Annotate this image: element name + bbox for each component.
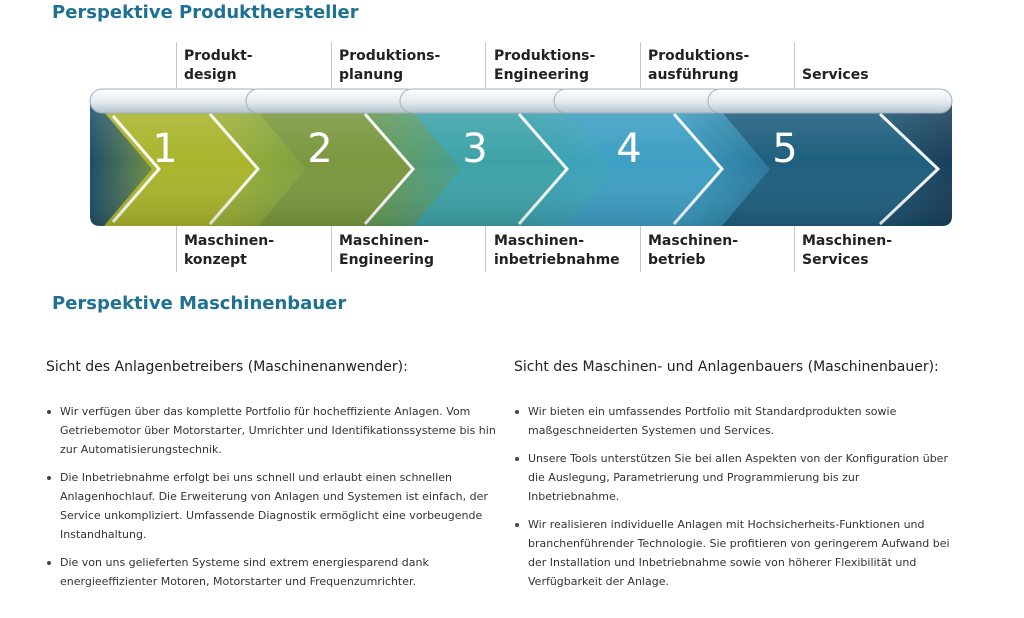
step-number-2: 2 (307, 126, 333, 172)
phase-services: Services (802, 67, 869, 83)
process-chevron-diagram (0, 0, 1024, 240)
left-bullet-list (46, 402, 496, 600)
phase-maschinenkonzept: Maschinen- konzept (184, 233, 275, 268)
phase-maschineninbetriebnahme: Maschinen- inbetriebnahme (494, 233, 620, 268)
phase-produktionsplanung: Produktions- planung (339, 48, 441, 83)
step-number-5: 5 (772, 126, 798, 172)
bottom-divider (176, 226, 177, 272)
tube-cap-5 (708, 89, 952, 113)
step-number-1: 1 (152, 126, 178, 172)
list-item: Wir bieten ein umfassendes Portfolio mit Standardprodukten sowie maßgeschneiderten Systemen und Services. (514, 402, 954, 440)
phase-maschinenbetrieb: Maschinen- betrieb (648, 233, 739, 268)
bottom-divider (485, 226, 486, 272)
left-column-heading: Sicht des Anlagenbetreibers (Maschinenanwender): (46, 359, 408, 375)
phase-maschinen-engineering: Maschinen- Engineering (339, 233, 434, 268)
tube-cap-3 (400, 89, 572, 113)
tube-cap-1 (90, 89, 264, 113)
list-item: Die von uns gelieferten Systeme sind extrem energiesparend dank energieeffizienter Motoren, Motorstarter und Frequenzumrichter. (46, 553, 496, 591)
step-number-4: 4 (616, 126, 642, 172)
right-bullet-list (514, 402, 954, 600)
list-item: Wir verfügen über das komplette Portfolio für hocheffiziente Anlagen. Vom Getriebemotor über Motorstarter, Umrichter und Identifikationssysteme bis hin zur Automatisierungstechnik. (46, 402, 496, 459)
phase-produktionsausfuehrung: Produktions- ausführung (648, 48, 750, 83)
phase-maschinen-services: Maschinen- Services (802, 233, 893, 268)
bottom-divider (640, 226, 641, 272)
list-item: Wir realisieren individuelle Anlagen mit Hochsicherheits-Funktionen und branchenführender Technologie. Sie profitieren von geringerem Aufwand bei der Installation und Inbetriebnahme sowie von höherer Flexibilität und Verfügbarkeit der Anlage. (514, 515, 954, 591)
title-perspektive-maschinenbauer: Perspektive Maschinenbauer (52, 293, 347, 314)
list-item: Unsere Tools unterstützen Sie bei allen Aspekten von der Konfiguration über die Auslegung, Parametrierung und Programmierung bis zur Inbetriebnahme. (514, 449, 954, 506)
right-column-heading: Sicht des Maschinen- und Anlagenbauers (Maschinenbauer): (514, 359, 939, 375)
bottom-divider (331, 226, 332, 272)
tube-cap-4 (554, 89, 726, 113)
phase-produktions-engineering: Produktions- Engineering (494, 48, 596, 83)
phase-produktdesign: Produkt- design (184, 48, 253, 83)
step-number-3: 3 (462, 126, 488, 172)
list-item: Die Inbetriebnahme erfolgt bei uns schnell und erlaubt einen schnellen Anlagenhochlauf. Die Erweiterung von Anlagen und Systemen ist einfach, der Service unkompliziert. Umfassende Diagnostik ermöglicht eine vorbeugende Instandhaltung. (46, 468, 496, 544)
bottom-divider (794, 226, 795, 272)
tube-cap-2 (246, 89, 418, 113)
title-perspektive-produkthersteller: Perspektive Produkthersteller (52, 2, 359, 23)
